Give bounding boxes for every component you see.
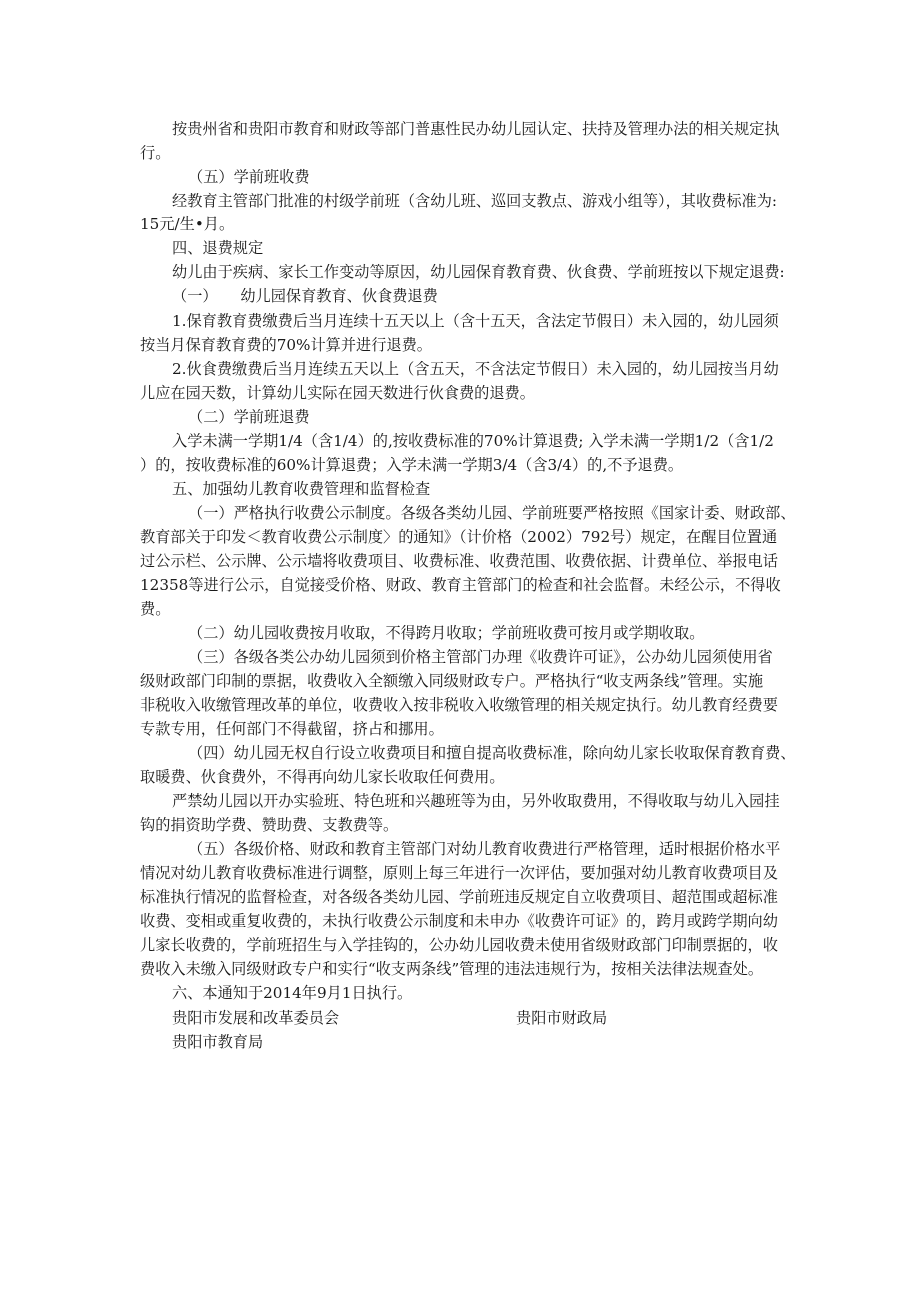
paragraph-line: 按贵州省和贵阳市教育和财政等部门普惠性民办幼儿园认定、扶持及管理办法的相关规定执 — [172, 120, 780, 138]
paragraph-line: 12358等进行公示，自觉接受价格、财政、教育主管部门的检查和社会监督。未经公示，不得收 — [140, 576, 781, 594]
paragraph-line: （四）幼儿园无权自行设立收费项目和擅自提高收费标准，除向幼儿家长收取保育教育费、 — [188, 744, 796, 762]
section-heading: （一） 幼儿园保育教育、伙食费退费 — [172, 287, 438, 305]
paragraph-line: 行。 — [140, 144, 171, 162]
section-heading: （五）学前班收费 — [188, 168, 310, 186]
paragraph-line: 15元/生•月。 — [140, 215, 235, 233]
paragraph-line: 按当月保育教育费的70%计算并进行退费。 — [140, 336, 432, 354]
signature-issuer-education-bureau: 贵阳市教育局 — [172, 1033, 264, 1051]
paragraph-line: 儿家长收费的，学前班招生与入学挂钩的，公办幼儿园收费未使用省级财政部门印制票据的，收 — [140, 936, 778, 954]
paragraph-line: （五）各级价格、财政和教育主管部门对幼儿教育收费进行严格管理，适时根据价格水平 — [188, 840, 781, 858]
paragraph-line: （二）幼儿园收费按月收取，不得跨月收取；学前班收费可按月或学期收取。 — [188, 624, 705, 642]
paragraph-line: 幼儿由于疾病、家长工作变动等原因，幼儿园保育教育费、伙食费、学前班按以下规定退费: — [172, 263, 785, 281]
paragraph-line: 专款专用，任何部门不得截留，挤占和挪用。 — [140, 720, 444, 738]
paragraph-line: （三）各级各类公办幼儿园须到价格主管部门办理《收费许可证》，公办幼儿园须使用省 — [188, 648, 773, 666]
paragraph-line: 收费、变相或重复收费的，未执行收费公示制度和未申办《收费许可证》的，跨月或跨学期向幼 — [140, 912, 778, 930]
paragraph-line: 情况对幼儿教育收费标准进行调整，原则上每三年进行一次评估，要加强对幼儿教育收费项目及 — [140, 864, 778, 882]
paragraph-line: 教育部关于印发＜教育收费公示制度〉的通知》（计价格（2002）792号）规定，在醒目位置通 — [140, 528, 778, 546]
section-heading: （二）学前班退费 — [188, 408, 310, 426]
paragraph-line: 儿应在园天数，计算幼儿实际在园天数进行伙食费的退费。 — [140, 384, 535, 402]
paragraph-line: 经教育主管部门批准的村级学前班（含幼儿班、巡回支教点、游戏小组等），其收费标准为: — [172, 192, 778, 210]
section-heading: 五、加强幼儿教育收费管理和监督检查 — [172, 480, 431, 498]
paragraph-line: 费。 — [140, 600, 171, 618]
paragraph-line: ）的，按收费标准的60%计算退费；入学未满一学期3/4（含3/4）的,不予退费。 — [140, 456, 684, 474]
paragraph-line: 非税收入收缴管理改革的单位，收费收入按非税收入收缴管理的相关规定执行。幼儿教育经费要 — [140, 696, 778, 714]
paragraph-line: 六、本通知于2014年9月1日执行。 — [172, 984, 413, 1002]
paragraph-line: 钩的捐资助学费、赞助费、支教费等。 — [140, 816, 399, 834]
paragraph-line: 严禁幼儿园以开办实验班、特色班和兴趣班等为由，另外收取费用，不得收取与幼儿入园挂 — [172, 792, 780, 810]
paragraph-line: 过公示栏、公示牌、公示墙将收费项目、收费标准、收费范围、收费依据、计费单位、举报电话 — [140, 552, 778, 570]
paragraph-line: 标准执行情况的监督检查，对各级各类幼儿园、学前班违反规定自立收费项目、超范围或超标准 — [140, 888, 778, 906]
paragraph-line: 级财政部门印制的票据，收费收入全额缴入同级财政专户。严格执行“收支两条线”管理。实施 — [140, 672, 764, 690]
paragraph-line: 入学未满一学期1/4（含1/4）的,按收费标准的70%计算退费; 入学未满一学期1/2（含1/2 — [172, 432, 774, 450]
paragraph-line: 取暖费、伙食费外，不得再向幼儿家长收取任何费用。 — [140, 768, 505, 786]
signature-issuer-development-reform: 贵阳市发展和改革委员会 — [172, 1009, 340, 1027]
section-heading: 四、退费规定 — [172, 239, 264, 257]
paragraph-line: 费收入未缴入同级财政专户和实行“收支两条线”管理的违法违规行为，按相关法律法规查处。 — [140, 960, 764, 978]
signature-issuer-finance-bureau: 贵阳市财政局 — [516, 1009, 608, 1027]
paragraph-line: 2.伙食费缴费后当月连续五天以上（含五天，不含法定节假日）未入园的，幼儿园按当月幼 — [172, 360, 779, 378]
paragraph-line: 1.保育教育费缴费后当月连续十五天以上（含十五天，含法定节假日）未入园的，幼儿园须 — [172, 312, 779, 330]
paragraph-line: （一）严格执行收费公示制度。各级各类幼儿园、学前班要严格按照《国家计委、财政部、 — [188, 504, 796, 522]
